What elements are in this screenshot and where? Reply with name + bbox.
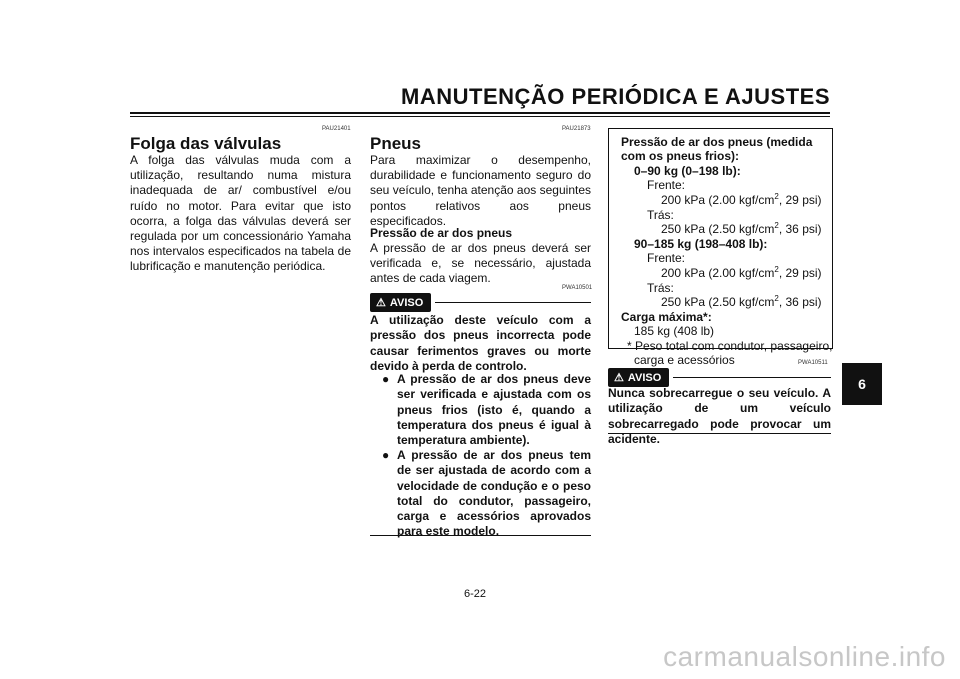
tyre-pressure-text: A pressão de ar dos pneus deverá ser verificada e, se necessário, ajustada antes de cada viagem. [370, 241, 591, 286]
warning-rule [673, 377, 831, 378]
spec-footnote-2: carga e acessórios [634, 353, 735, 367]
spec-rear-label-2: Trás: [647, 281, 674, 295]
valve-body-text: A folga das válvulas muda com a utilização, resultando numa mistura inadequada de ar/ combustível e/ou ruído no motor. Para evitar que isto ocorra, a folga das válvulas deverá ser regulada por um concessionário Yamaha nos intervalos especificados na tabela de lubrificação e manutenção periódica. [130, 153, 351, 274]
warning-end-rule [608, 433, 831, 434]
spec-front-value-1: 200 kPa (2.00 kgf/$cm^2$, 29 psi) [661, 192, 822, 207]
warning-badge [370, 293, 431, 312]
page-number: 6-22 [464, 588, 487, 600]
spec-title-line-1: Pressão de ar dos pneus (medida [621, 135, 813, 149]
section-code: PAU21401 [322, 126, 351, 132]
spec-rear-label-1: Trás: [647, 208, 674, 222]
page-header-title: MANUTENÇÃO PERIÓDICA E AJUSTES [401, 84, 830, 109]
spec-rear-value-2: 250 kPa (2.50 kgf/$cm^2$, 36 psi) [661, 294, 822, 309]
spec-front-label-2: Frente: [647, 251, 686, 265]
tyres-intro-text: Para maximizar o desempenho, durabilidade e funcionamento seguro do seu veículo, tenha atenção aos seguintes pontos relativos aos pneus especificados. [370, 153, 591, 228]
warning-label: AVISO [389, 296, 424, 309]
warning-label: AVISO [627, 371, 662, 384]
spec-max-load-value: 185 kg (408 lb) [634, 324, 715, 338]
warning-triangle-icon: ⚠ [376, 297, 386, 309]
spec-max-load-label: Carga máxima*: [621, 310, 712, 324]
spec-title-line-2: com os pneus frios): [621, 149, 740, 163]
spec-load-range-1: 0–90 kg (0–198 lb): [634, 164, 741, 178]
section-title-valve: Folga das válvulas [130, 134, 282, 153]
warning-text: A utilização deste veículo com a pressão dos pneus incorrecta pode causar ferimentos graves ou morte devido à perda de controlo. [370, 313, 591, 373]
warning-code: PWA10511 [798, 360, 828, 366]
warning-badge [608, 368, 669, 387]
warning-rule [435, 302, 591, 303]
bullet-icon: ● [382, 448, 390, 462]
spec-load-range-2: 90–185 kg (198–408 lb): [634, 237, 768, 251]
warning-header [370, 293, 591, 312]
spec-rear-value-1: 250 kPa (2.50 kgf/$cm^2$, 36 psi) [661, 221, 822, 236]
warning-header [608, 368, 831, 387]
header-rule [130, 112, 830, 114]
bullet-icon: ● [382, 372, 390, 386]
chapter-tab: 6 [842, 363, 882, 405]
spec-footnote-1: * Peso total com condutor, passageiro, [627, 339, 833, 353]
spec-front-value-2: 200 kPa (2.00 kgf/$cm^2$, 29 psi) [661, 265, 822, 280]
warning-bullet-2: A pressão de ar dos pneus tem de ser ajustada de acordo com a velocidade de condução e o peso total do condutor, passageiro, carga e acessórios aprovados para este modelo. [397, 448, 591, 539]
section-title-tyres: Pneus [370, 134, 422, 153]
overload-warning-text: Nunca sobrecarregue o seu veículo. A utilização de um veículo sobrecarregado pode provocar um acidente. [608, 386, 831, 446]
spec-front-label-1: Frente: [647, 178, 686, 192]
warning-end-rule [370, 535, 591, 536]
warning-triangle-icon: ⚠ [614, 372, 624, 384]
header-rule-thin [130, 116, 830, 117]
subheading-tyre-pressure: Pressão de ar dos pneus [370, 226, 513, 240]
watermark: carmanualsonline.info [663, 641, 946, 672]
section-code: PAU21873 [562, 126, 591, 132]
warning-code: PWA10501 [562, 285, 593, 291]
warning-bullet-1: A pressão de ar dos pneus deve ser verificada e ajustada com os pneus frios (isto é, quando a temperatura dos pneus é igual à temperatura ambiente). [397, 372, 591, 448]
